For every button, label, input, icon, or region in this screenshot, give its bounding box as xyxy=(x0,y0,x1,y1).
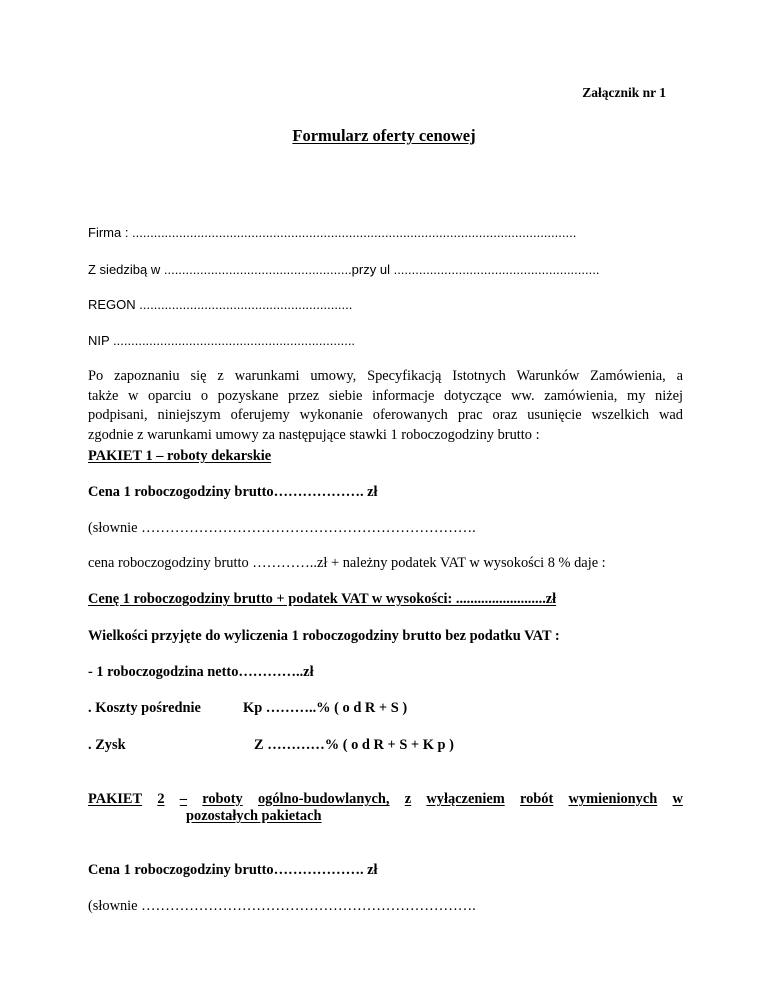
intro-line-1: Po zapoznaniu się z warunkami umowy, Specyfikacją Istotnych Warunków Zamówienia, a xyxy=(88,368,683,384)
pakiet2-word: – xyxy=(179,791,187,807)
regon-field: REGON ........................................................... xyxy=(88,297,353,312)
nip-field: NIP ................................................................... xyxy=(88,333,356,348)
pakiet1-netto: - 1 roboczogodzina netto…………..zł xyxy=(88,664,314,680)
annex-label: Załącznik nr 1 xyxy=(582,85,666,100)
pakiet2-word: z xyxy=(404,791,412,807)
pakiet1-price: Cena 1 roboczogodziny brutto………………. zł xyxy=(88,484,378,500)
pakiet2-heading-line-2: pozostałych pakietach xyxy=(186,808,322,825)
koszty-label: . Koszty pośrednie xyxy=(88,700,201,716)
pakiet1-words: (słownie ……………………………………………………………. xyxy=(88,520,476,536)
pakiet2-word: roboty xyxy=(202,791,243,807)
pakiet2-word: 2 xyxy=(157,791,165,807)
pakiet2-word: ogólno-budowlanych, xyxy=(257,791,390,807)
zysk-label: . Zysk xyxy=(88,737,126,753)
pakiet1-heading: PAKIET 1 – roboty dekarskie xyxy=(88,448,272,464)
pakiet1-vat-line: cena roboczogodziny brutto …………..zł + należny podatek VAT w wysokości 8 % daje : xyxy=(88,555,606,571)
pakiet2-word: wyłączeniem xyxy=(426,791,505,807)
siedziba-field: Z siedzibą w ....................................................przy ul ......................................................... xyxy=(88,262,600,277)
koszty-value: Kp ………..% ( o d R + S ) xyxy=(243,700,408,716)
pakiet2-heading-line-1 xyxy=(88,791,683,808)
pakiet2-words: (słownie ……………………………………………………………. xyxy=(88,898,476,914)
intro-line-3: podpisani, niniejszym oferujemy wykonanie oferowanych prac oraz usunięcie wszelkich wad xyxy=(88,407,683,423)
pakiet2-word: PAKIET xyxy=(88,791,143,807)
pakiet2-heading xyxy=(88,791,683,826)
pakiet1-components-heading: Wielkości przyjęte do wyliczenia 1 roboczogodziny brutto bez podatku VAT : xyxy=(88,628,560,644)
pakiet1-total: Cenę 1 roboczogodziny brutto + podatek VAT w wysokości: .........................zł xyxy=(88,591,557,607)
intro-line-4: zgodnie z warunkami umowy za następujące stawki 1 roboczogodziny brutto : xyxy=(88,426,540,443)
pakiet2-price: Cena 1 roboczogodziny brutto………………. zł xyxy=(88,862,378,878)
pakiet2-word: w xyxy=(672,791,683,807)
page-title: Formularz oferty cenowej xyxy=(292,126,476,145)
pakiet2-word: wymienionych xyxy=(568,791,658,807)
intro-paragraph xyxy=(88,367,683,445)
intro-line-2: także w oparciu o pozyskane przez siebie informacje dotyczące ww. zamówienia, my niżej xyxy=(88,387,683,404)
firma-field: Firma : ........................................................................................................................... xyxy=(88,225,577,240)
pakiet2-word: robót xyxy=(519,791,554,807)
zysk-value: Z …………% ( o d R + S + K p ) xyxy=(254,737,454,753)
